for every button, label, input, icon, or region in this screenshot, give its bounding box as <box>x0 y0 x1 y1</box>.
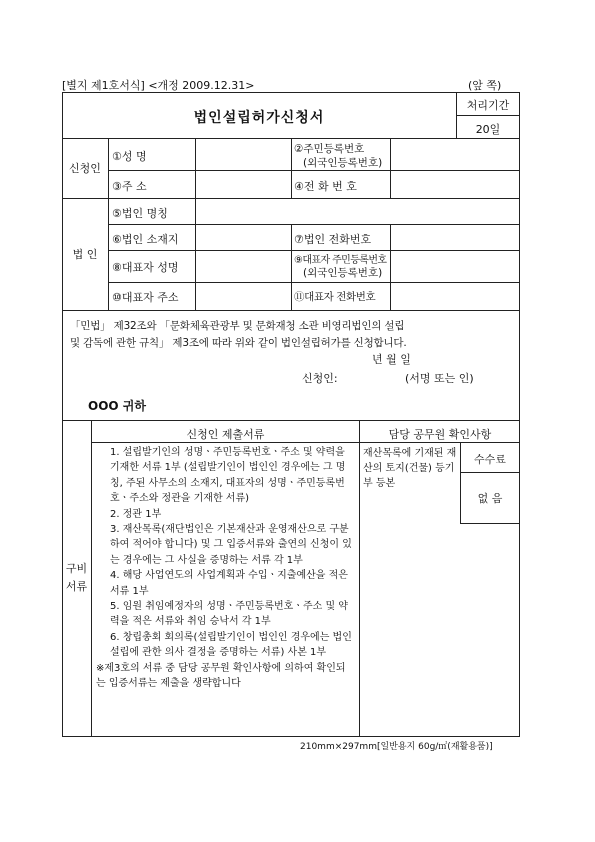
processing-period-value: 20일 <box>475 123 501 136</box>
rep-name-label: ⑧대표자 성명 <box>112 261 179 274</box>
page-side-label: (앞 쪽) <box>468 79 502 92</box>
fee-value: 없 음 <box>477 492 503 505</box>
statement-line-2: 및 감독에 관한 규칙」 제3조에 따라 위와 같이 법인설립허가를 신청합니다. <box>70 337 407 349</box>
frame-bottom <box>62 736 520 737</box>
list-item: 6. 창립총회 회의록(설립발기인이 법인인 경우에는 법인 설립에 관한 의사 결정을 증명하는 서류) 사본 1부 <box>110 631 352 659</box>
corp-phone-label: ⑦법인 전화번호 <box>294 233 372 246</box>
documents-note: ※제3호의 서류 중 담당 공무원 확인사항에 의하여 확인되는 입증서류는 제출을 생략합니다 <box>96 662 346 690</box>
list-item: 4. 해당 사업연도의 사업계획과 수입ㆍ지출예산을 적은 서류 1부 <box>110 570 348 597</box>
applicant-name-label: ①성 명 <box>112 150 147 163</box>
processing-period-label: 처리기간 <box>466 99 510 112</box>
applicant-reg-no-label: ②주민등록번호 <box>294 143 365 155</box>
documents-section-label-line-2: 서류 <box>65 580 88 593</box>
documents-section-label-line-1: 구비 <box>65 562 88 575</box>
list-item: 5. 임원 취임예정자의 성명ㆍ주민등록번호ㆍ주소 및 약력을 적은 서류와 취임 승낙서 각 1부 <box>110 601 348 628</box>
rep-address-label: ⑩대표자 주소 <box>112 291 179 304</box>
frame-top <box>62 92 520 93</box>
paper-spec-footer: 210mm×297mm[일반용지 60g/㎡(재활용품)] <box>300 742 493 752</box>
applicant-section-label: 신청인 <box>69 162 101 175</box>
applicant-reg-no-alt-label: (외국인등록번호) <box>303 157 383 169</box>
rep-reg-no-alt-label: (외국인등록번호) <box>303 267 383 279</box>
frame-left <box>62 92 63 737</box>
rep-phone-label: ⑪대표자 전화번호 <box>294 291 376 303</box>
sign-note: (서명 또는 인) <box>405 372 474 385</box>
documents-section-label <box>62 560 91 596</box>
official-check-text: 재산목록에 기재된 재산의 토지(건물) 등기부 등본 <box>363 448 457 489</box>
form-title: 법인설립허가신청서 <box>193 110 325 126</box>
official-check-header: 담당 공무원 확인사항 <box>388 428 492 441</box>
applicant-phone-label: ④전 화 번 호 <box>294 180 357 193</box>
statement-date: 년 월 일 <box>372 353 411 366</box>
list-item: 1. 설립발기인의 성명ㆍ주민등록번호ㆍ주소 및 약력을 기재한 서류 1부 (설립발기인이 법인인 경우에는 그 명칭, 주된 사무소의 소재지, 대표자의 성명ㆍ주민등록번호ㆍ주소와 정관을 기재한 서류) <box>110 447 346 505</box>
signer-label: 신청인: <box>302 372 338 385</box>
list-item: 3. 재산목록(재단법인은 기본재산과 운영재산으로 구분하여 적어야 합니다) 및 그 입증서류와 출연의 신청이 있는 경우에는 그 사실을 증명하는 서류 각 1부 <box>110 524 352 566</box>
corp-address-label: ⑥법인 소재지 <box>112 233 179 246</box>
required-documents-list <box>96 443 354 692</box>
list-item: 2. 정관 1부 <box>110 508 162 520</box>
fee-label: 수수료 <box>474 453 506 466</box>
frame-right <box>519 92 520 737</box>
corporation-section-label: 법 인 <box>72 248 98 261</box>
form-label: [별지 제1호서식] <개정 2009.12.31> <box>62 79 255 92</box>
submit-docs-header: 신청인 제출서류 <box>186 428 265 441</box>
statement-line-1: 「민법」 제32조와 「문화체육관광부 및 문화재청 소관 비영리법인의 설립 <box>70 320 405 332</box>
applicant-address-label: ③주 소 <box>112 180 147 193</box>
corp-name-label: ⑤법인 명칭 <box>112 207 168 220</box>
addressee: OOO 귀하 <box>88 399 146 413</box>
rep-reg-no-label: ⑨대표자 주민등록번호 <box>294 255 387 266</box>
